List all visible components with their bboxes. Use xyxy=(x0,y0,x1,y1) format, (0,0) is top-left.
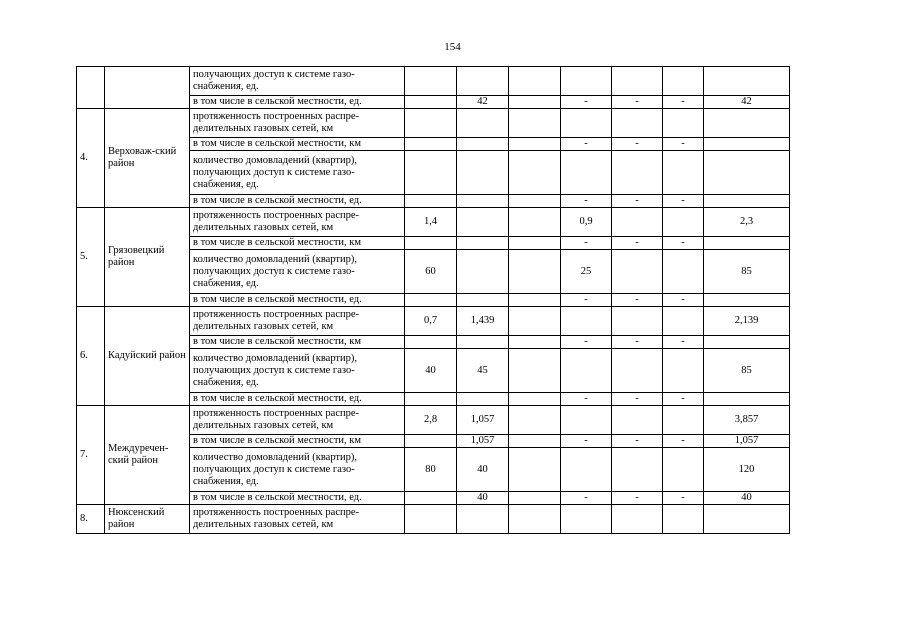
value-cell xyxy=(509,349,561,393)
value-cell: - xyxy=(561,336,612,349)
value-cell xyxy=(457,250,509,294)
indicator-cell: в том числе в сельской местности, ед. xyxy=(190,393,405,406)
value-cell xyxy=(663,208,704,237)
value-cell xyxy=(561,67,612,96)
value-cell xyxy=(612,151,663,195)
value-cell: - xyxy=(663,393,704,406)
total-cell xyxy=(704,151,790,195)
value-cell: - xyxy=(561,237,612,250)
value-cell xyxy=(509,151,561,195)
value-cell: - xyxy=(561,294,612,307)
table-row xyxy=(77,307,790,336)
value-cell xyxy=(561,406,612,435)
value-cell xyxy=(405,294,457,307)
value-cell xyxy=(405,492,457,505)
table-row xyxy=(77,109,790,138)
indicator-cell: в том числе в сельской местности, км xyxy=(190,138,405,151)
indicator-cell: протяженность построенных распре-делительных газовых сетей, км xyxy=(190,208,405,237)
row-number-cell: 8. xyxy=(77,505,105,534)
region-cell: Нюксенский район xyxy=(105,505,190,534)
value-cell xyxy=(663,67,704,96)
indicator-cell: в том числе в сельской местности, ед. xyxy=(190,195,405,208)
value-cell xyxy=(509,250,561,294)
value-cell xyxy=(457,208,509,237)
value-cell xyxy=(663,109,704,138)
value-cell xyxy=(405,435,457,448)
value-cell: - xyxy=(612,336,663,349)
value-cell xyxy=(509,67,561,96)
value-cell xyxy=(457,151,509,195)
value-cell: - xyxy=(663,294,704,307)
region-cell: Грязовецкий район xyxy=(105,208,190,307)
value-cell xyxy=(612,448,663,492)
value-cell: - xyxy=(561,138,612,151)
total-cell xyxy=(704,67,790,96)
total-cell xyxy=(704,237,790,250)
value-cell xyxy=(457,294,509,307)
value-cell: - xyxy=(561,96,612,109)
value-cell xyxy=(405,109,457,138)
indicator-cell: протяженность построенных распре-делительных газовых сетей, км xyxy=(190,505,405,534)
total-cell: 3,857 xyxy=(704,406,790,435)
value-cell: 1,057 xyxy=(457,435,509,448)
value-cell xyxy=(561,151,612,195)
indicator-cell: в том числе в сельской местности, км xyxy=(190,435,405,448)
region-cell: Верховаж-ский район xyxy=(105,109,190,208)
total-cell xyxy=(704,336,790,349)
indicator-cell: в том числе в сельской местности, км xyxy=(190,237,405,250)
value-cell xyxy=(457,195,509,208)
indicator-cell: в том числе в сельской местности, ед. xyxy=(190,492,405,505)
region-cell: Междуречен-ский район xyxy=(105,406,190,505)
value-cell: - xyxy=(612,492,663,505)
value-cell xyxy=(457,237,509,250)
value-cell: 40 xyxy=(457,492,509,505)
value-cell: 0,7 xyxy=(405,307,457,336)
total-cell xyxy=(704,195,790,208)
value-cell: - xyxy=(612,294,663,307)
value-cell: - xyxy=(663,435,704,448)
value-cell xyxy=(612,307,663,336)
value-cell xyxy=(405,67,457,96)
total-cell xyxy=(704,294,790,307)
value-cell xyxy=(663,505,704,534)
value-cell xyxy=(663,448,704,492)
value-cell xyxy=(612,349,663,393)
indicator-cell: протяженность построенных распре-делительных газовых сетей, км xyxy=(190,109,405,138)
value-cell: - xyxy=(612,393,663,406)
value-cell xyxy=(509,336,561,349)
value-cell xyxy=(663,250,704,294)
value-cell xyxy=(509,109,561,138)
value-cell xyxy=(612,406,663,435)
value-cell xyxy=(561,505,612,534)
value-cell xyxy=(405,195,457,208)
value-cell xyxy=(663,151,704,195)
value-cell xyxy=(509,435,561,448)
value-cell xyxy=(509,406,561,435)
value-cell xyxy=(457,336,509,349)
page-number: 154 xyxy=(444,41,461,53)
total-cell: 85 xyxy=(704,250,790,294)
value-cell: 60 xyxy=(405,250,457,294)
value-cell xyxy=(509,138,561,151)
table-row xyxy=(77,406,790,435)
value-cell: - xyxy=(561,435,612,448)
total-cell xyxy=(704,505,790,534)
value-cell xyxy=(612,208,663,237)
total-cell: 120 xyxy=(704,448,790,492)
value-cell xyxy=(561,349,612,393)
value-cell xyxy=(612,505,663,534)
value-cell: 40 xyxy=(457,448,509,492)
indicator-cell: в том числе в сельской местности, ед. xyxy=(190,96,405,109)
total-cell: 85 xyxy=(704,349,790,393)
value-cell xyxy=(405,505,457,534)
value-cell: 42 xyxy=(457,96,509,109)
indicator-cell: протяженность построенных распре-делительных газовых сетей, км xyxy=(190,307,405,336)
value-cell xyxy=(663,349,704,393)
value-cell xyxy=(612,67,663,96)
value-cell: 45 xyxy=(457,349,509,393)
value-cell: 80 xyxy=(405,448,457,492)
indicator-cell: количество домовладений (квартир), получающих доступ к системе газо-снабжения, ед. xyxy=(190,250,405,294)
region-cell: Кадуйский район xyxy=(105,307,190,406)
value-cell: - xyxy=(663,336,704,349)
value-cell: - xyxy=(612,435,663,448)
indicator-cell: количество домовладений (квартир), получающих доступ к системе газо-снабжения, ед. xyxy=(190,349,405,393)
value-cell xyxy=(612,109,663,138)
value-cell xyxy=(405,237,457,250)
value-cell: 1,4 xyxy=(405,208,457,237)
total-cell xyxy=(704,393,790,406)
table-row xyxy=(77,208,790,237)
total-cell: 1,057 xyxy=(704,435,790,448)
value-cell: - xyxy=(663,237,704,250)
value-cell xyxy=(612,250,663,294)
value-cell xyxy=(457,138,509,151)
value-cell: 40 xyxy=(405,349,457,393)
value-cell xyxy=(663,307,704,336)
value-cell xyxy=(405,393,457,406)
table-row xyxy=(77,67,790,96)
indicator-cell: в том числе в сельской местности, ед. xyxy=(190,294,405,307)
value-cell: - xyxy=(561,492,612,505)
value-cell xyxy=(663,406,704,435)
value-cell: - xyxy=(612,138,663,151)
total-cell xyxy=(704,138,790,151)
indicator-cell: протяженность построенных распре-делительных газовых сетей, км xyxy=(190,406,405,435)
row-number-cell: 6. xyxy=(77,307,105,406)
row-number-cell xyxy=(77,67,105,109)
value-cell: 0,9 xyxy=(561,208,612,237)
value-cell: - xyxy=(612,96,663,109)
total-cell: 2,139 xyxy=(704,307,790,336)
value-cell xyxy=(457,109,509,138)
value-cell xyxy=(509,208,561,237)
total-cell: 40 xyxy=(704,492,790,505)
value-cell xyxy=(509,294,561,307)
indicator-cell: количество домовладений (квартир), получающих доступ к системе газо-снабжения, ед. xyxy=(190,151,405,195)
value-cell: 25 xyxy=(561,250,612,294)
value-cell xyxy=(561,307,612,336)
value-cell: - xyxy=(663,195,704,208)
row-number-cell: 4. xyxy=(77,109,105,208)
total-cell: 2,3 xyxy=(704,208,790,237)
value-cell xyxy=(509,505,561,534)
value-cell: 2,8 xyxy=(405,406,457,435)
value-cell: 1,057 xyxy=(457,406,509,435)
value-cell xyxy=(457,505,509,534)
value-cell: - xyxy=(663,96,704,109)
value-cell xyxy=(457,67,509,96)
value-cell: - xyxy=(663,138,704,151)
indicator-cell: получающих доступ к системе газо-снабжения, ед. xyxy=(190,67,405,96)
value-cell xyxy=(509,492,561,505)
value-cell xyxy=(405,151,457,195)
value-cell: - xyxy=(612,237,663,250)
value-cell xyxy=(509,307,561,336)
value-cell xyxy=(509,195,561,208)
row-number-cell: 7. xyxy=(77,406,105,505)
table-row xyxy=(77,505,790,534)
value-cell xyxy=(509,448,561,492)
row-number-cell: 5. xyxy=(77,208,105,307)
value-cell xyxy=(405,96,457,109)
total-cell xyxy=(704,109,790,138)
indicator-cell: количество домовладений (квартир), получающих доступ к системе газо-снабжения, ед. xyxy=(190,448,405,492)
value-cell xyxy=(509,237,561,250)
total-cell: 42 xyxy=(704,96,790,109)
value-cell xyxy=(405,336,457,349)
value-cell: - xyxy=(612,195,663,208)
value-cell xyxy=(457,393,509,406)
value-cell: - xyxy=(561,195,612,208)
value-cell xyxy=(561,448,612,492)
value-cell xyxy=(405,138,457,151)
value-cell xyxy=(509,393,561,406)
value-cell xyxy=(561,109,612,138)
gas-network-table xyxy=(76,66,790,534)
value-cell: 1,439 xyxy=(457,307,509,336)
value-cell: - xyxy=(561,393,612,406)
value-cell: - xyxy=(663,492,704,505)
indicator-cell: в том числе в сельской местности, км xyxy=(190,336,405,349)
value-cell xyxy=(509,96,561,109)
region-cell xyxy=(105,67,190,109)
